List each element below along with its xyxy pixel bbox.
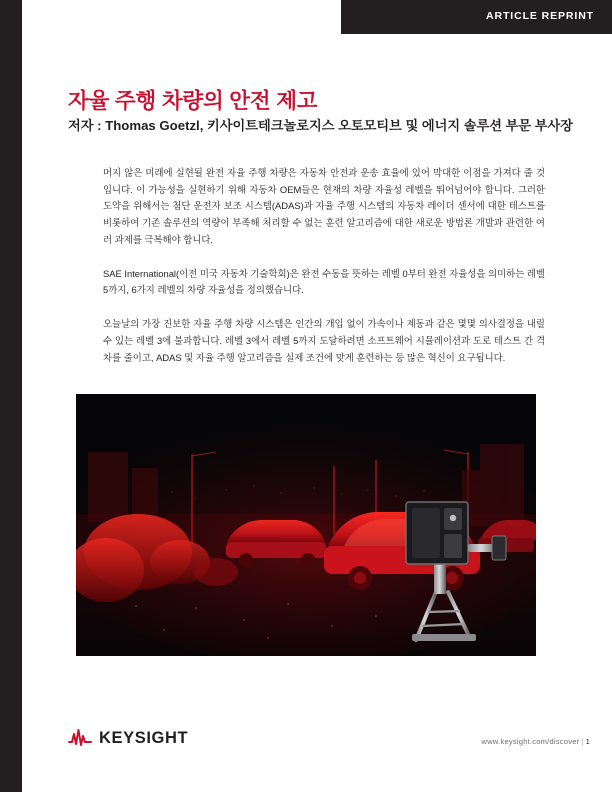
- paragraph-1: 머지 않은 미래에 실현될 완전 자율 주행 차량은 자동차 안전과 운송 효율에 있어 막대한 이점을 가져다 줄 것입니다. 이 가능성을 실현하기 위해 자동차 OEM들은 현재의 차량 자율성 레벨을 뛰어넘어야 합니다. 그러한 도약을 위해서는 첨단 운전자 보조 시스템(ADAS)과 자율 주행 시스템의 자동차 레이더 센서에 대한 테스트를 비롯하여 기존 솔루션의 역량이 부족해 처리할 수 없는 훈련 알고리즘에 대한 새로운 방법론 개발과 관련한 여러 과제를 극복해야 합니다.: [103, 167, 545, 245]
- paragraph-3: 오늘날의 가장 진보한 자율 주행 차량 시스템은 인간의 개입 없이 가속이나 제동과 같은 몇몇 의사결정을 내릴 수 있는 레벨 3에 불과합니다. 레벨 3에서 레벨 5까지 도달하려면 소프트웨어 시뮬레이션과 도로 테스트 간 격차를 줄이고, ADAS 및 자율 주행 알고리즘을 실제 조건에 맞게 훈련하는 등 많은 혁신이 요구됩니다.: [103, 318, 545, 363]
- keysight-wordmark: KEYSIGHT: [99, 728, 189, 747]
- footer-meta: [482, 737, 590, 746]
- page-title: 자율 주행 차량의 안전 제고: [68, 89, 318, 114]
- article-body: [103, 165, 545, 383]
- header-black-block: [341, 0, 612, 34]
- footer-separator: |: [581, 737, 584, 746]
- lidar-scene-figure: [76, 394, 536, 656]
- page-number: 1: [585, 737, 590, 746]
- header-white-block: [0, 0, 341, 34]
- paragraph-2: SAE International(이전 미국 자동차 기술학회)은 완전 수동을 뜻하는 레벨 0부터 완전 자율성을 의미하는 레벨 5까지, 6가지 레벨의 차량 자율성을 정의했습니다.: [103, 267, 545, 296]
- left-black-rail: [0, 0, 22, 792]
- keysight-waveform-icon: [68, 728, 92, 748]
- article-reprint-label: ARTICLE REPRINT: [486, 10, 594, 22]
- footer-url[interactable]: www.keysight.com/discover: [481, 737, 580, 746]
- keysight-logo: [68, 728, 188, 748]
- lidar-point-cloud-icon: [76, 394, 536, 656]
- page-header: [0, 0, 612, 34]
- author-line: 저자 : Thomas Goetzl, 키사이트테크놀로지스 오토모티브 및 에너지 솔루션 부문 부사장: [68, 118, 573, 133]
